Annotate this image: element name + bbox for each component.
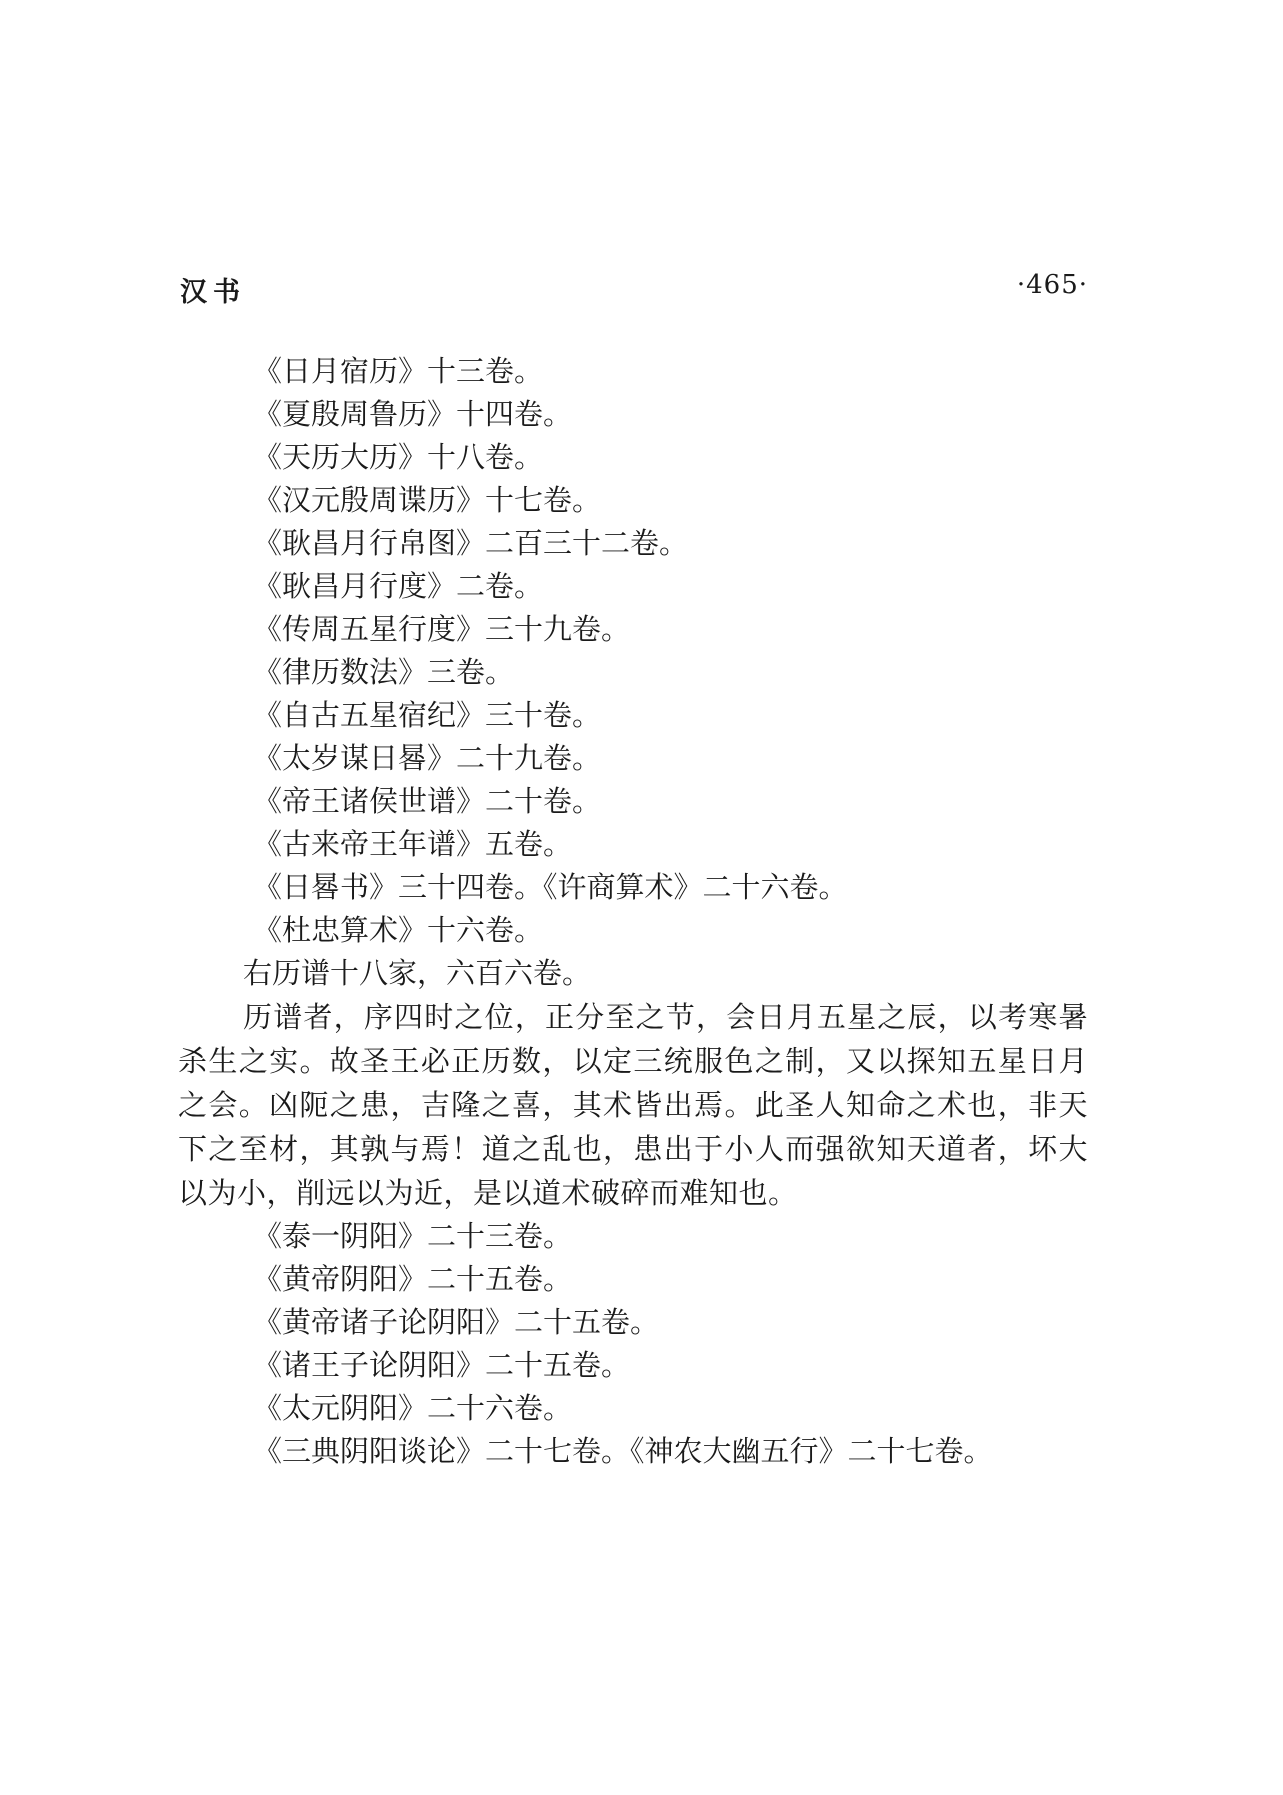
page-header [180,270,1088,310]
list-item: 《黄帝诸子论阴阳》二十五卷。 [253,1305,660,1339]
list-item: 《律历数法》三卷。 [253,655,515,689]
list-item: 《古来帝王年谱》五卷。 [253,827,573,861]
list-item: 《天历大历》十八卷。 [253,440,544,474]
list-item: 《夏殷周鲁历》十四卷。 [253,397,573,431]
list-item: 《杜忠算术》十六卷。 [253,913,544,947]
list-item: 《日月宿历》十三卷。 [253,354,544,388]
list-item: 《三典阴阳谈论》二十七卷。《神农大幽五行》二十七卷。 [253,1434,993,1468]
book-title: 汉书 [180,277,246,308]
section-summary: 右历谱十八家，六百六卷。 [243,956,592,990]
list-item: 《泰一阴阳》二十三卷。 [253,1219,573,1253]
commentary-paragraph: 历谱者，序四时之位，正分至之节，会日月五星之辰，以考寒暑杀生之实。故圣王必正历数，以定三统服色之制，又以探知五星日月之会。凶阨之患，吉隆之喜，其术皆出焉。此圣人知命之术也，非天下之至材，其孰与焉！道之乱也，患出于小人而强欲知天道者，坏大以为小，削远以为近，是以道术破碎而难知也。 [178,1000,1088,1210]
list-item: 《黄帝阴阳》二十五卷。 [253,1262,573,1296]
list-item: 《日晷书》三十四卷。《许商算术》二十六卷。 [253,870,848,904]
list-item: 《耿昌月行帛图》二百三十二卷。 [253,526,689,560]
list-item: 《太元阴阳》二十六卷。 [253,1391,573,1425]
page-body [178,350,1088,1473]
list-item: 《汉元殷周谍历》十七卷。 [253,483,602,517]
list-item: 《耿昌月行度》二卷。 [253,569,544,603]
page-number: ·465· [1016,270,1088,300]
list-item: 《太岁谋日晷》二十九卷。 [253,741,602,775]
list-item: 《自古五星宿纪》三十卷。 [253,698,602,732]
list-item: 《传周五星行度》三十九卷。 [253,612,631,646]
list-item: 《诸王子论阴阳》二十五卷。 [253,1348,631,1382]
list-item: 《帝王诸侯世谱》二十卷。 [253,784,602,818]
